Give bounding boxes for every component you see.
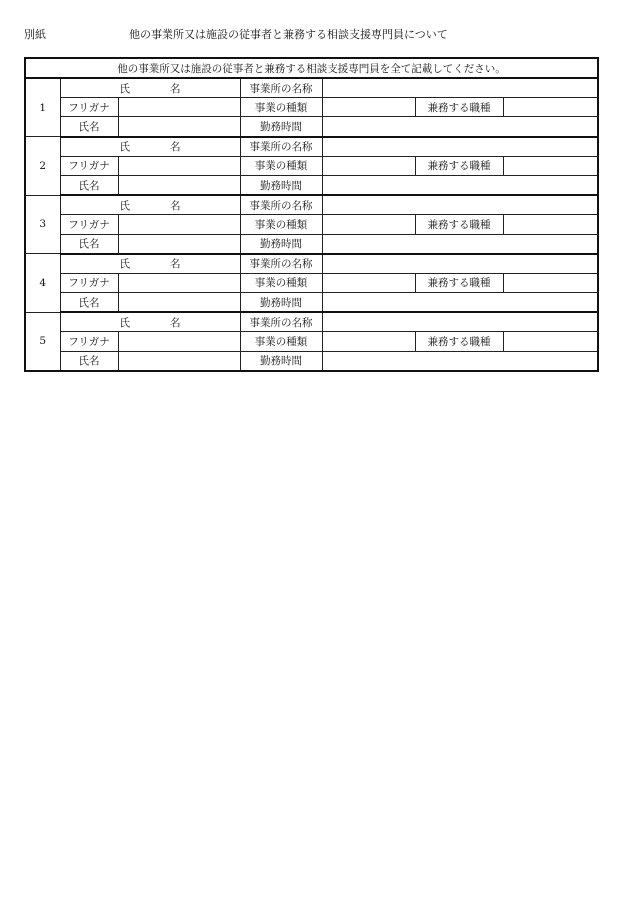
name-header-part-1: 氏	[119, 82, 130, 95]
staff-form-table	[24, 57, 599, 372]
name-header-part-2: 名	[170, 316, 181, 329]
name-label: 氏名	[60, 234, 118, 254]
name-header-part-1: 氏	[119, 316, 130, 329]
concurrent-job-label: 兼務する職種	[415, 273, 503, 292]
work-hours-field[interactable]	[322, 293, 598, 313]
business-type-label: 事業の種類	[240, 156, 322, 175]
entry-number: 1	[25, 78, 60, 137]
entry-row-furigana	[25, 215, 598, 234]
name-header	[60, 78, 240, 98]
name-field[interactable]	[118, 175, 240, 195]
entry-row-furigana	[25, 273, 598, 292]
concurrent-job-field[interactable]	[503, 98, 598, 117]
business-type-label: 事業の種類	[240, 273, 322, 292]
entry-row-name	[25, 351, 598, 371]
furigana-label: フリガナ	[60, 215, 118, 234]
furigana-label: フリガナ	[60, 156, 118, 175]
concurrent-job-label: 兼務する職種	[415, 215, 503, 234]
furigana-label: フリガナ	[60, 273, 118, 292]
name-label: 氏名	[60, 351, 118, 371]
name-header-part-1: 氏	[119, 258, 130, 271]
entry-row-name-header	[25, 254, 598, 274]
attachment-label: 別紙	[24, 28, 46, 41]
office-name-field[interactable]	[322, 78, 598, 98]
table-caption: 他の事業所又は施設の従事者と兼務する相談支援専門員を全て記載してください。	[25, 58, 598, 78]
furigana-field[interactable]	[118, 273, 240, 292]
work-hours-field[interactable]	[322, 117, 598, 137]
office-name-label: 事業所の名称	[240, 254, 322, 274]
name-label: 氏名	[60, 117, 118, 137]
name-header-part-1: 氏	[119, 199, 130, 212]
name-field[interactable]	[118, 234, 240, 254]
name-header-part-1: 氏	[119, 141, 130, 154]
name-field[interactable]	[118, 293, 240, 313]
name-label: 氏名	[60, 293, 118, 313]
entry-row-furigana	[25, 156, 598, 175]
work-hours-field[interactable]	[322, 351, 598, 371]
concurrent-job-field[interactable]	[503, 156, 598, 175]
business-type-field[interactable]	[322, 98, 415, 117]
entry-row-name-header	[25, 78, 598, 98]
concurrent-job-label: 兼務する職種	[415, 98, 503, 117]
business-type-label: 事業の種類	[240, 332, 322, 351]
entry-number: 4	[25, 254, 60, 313]
furigana-field[interactable]	[118, 98, 240, 117]
entry-number: 5	[25, 312, 60, 371]
business-type-field[interactable]	[322, 273, 415, 292]
entry-row-furigana	[25, 98, 598, 117]
work-hours-field[interactable]	[322, 234, 598, 254]
work-hours-field[interactable]	[322, 175, 598, 195]
furigana-field[interactable]	[118, 156, 240, 175]
name-header-part-2: 名	[170, 82, 181, 95]
business-type-field[interactable]	[322, 332, 415, 351]
entry-row-furigana	[25, 332, 598, 351]
business-type-label: 事業の種類	[240, 98, 322, 117]
concurrent-job-field[interactable]	[503, 215, 598, 234]
work-hours-label: 勤務時間	[240, 175, 322, 195]
work-hours-label: 勤務時間	[240, 351, 322, 371]
work-hours-label: 勤務時間	[240, 117, 322, 137]
concurrent-job-field[interactable]	[503, 273, 598, 292]
office-name-field[interactable]	[322, 254, 598, 274]
page-title: 他の事業所又は施設の従事者と兼務する相談支援専門員について	[129, 28, 448, 41]
furigana-field[interactable]	[118, 215, 240, 234]
name-label: 氏名	[60, 175, 118, 195]
entry-row-name	[25, 293, 598, 313]
name-header-part-2: 名	[170, 141, 181, 154]
name-header	[60, 195, 240, 215]
entry-number: 2	[25, 137, 60, 196]
entry-row-name	[25, 117, 598, 137]
business-type-field[interactable]	[322, 156, 415, 175]
business-type-label: 事業の種類	[240, 215, 322, 234]
office-name-label: 事業所の名称	[240, 137, 322, 157]
entry-row-name	[25, 234, 598, 254]
name-header	[60, 137, 240, 157]
entry-row-name-header	[25, 195, 598, 215]
furigana-field[interactable]	[118, 332, 240, 351]
furigana-label: フリガナ	[60, 98, 118, 117]
office-name-label: 事業所の名称	[240, 195, 322, 215]
name-header	[60, 312, 240, 332]
work-hours-label: 勤務時間	[240, 234, 322, 254]
entry-number: 3	[25, 195, 60, 254]
entry-row-name-header	[25, 137, 598, 157]
work-hours-label: 勤務時間	[240, 293, 322, 313]
concurrent-job-label: 兼務する職種	[415, 156, 503, 175]
office-name-label: 事業所の名称	[240, 312, 322, 332]
office-name-field[interactable]	[322, 137, 598, 157]
business-type-field[interactable]	[322, 215, 415, 234]
entry-row-name-header	[25, 312, 598, 332]
concurrent-job-label: 兼務する職種	[415, 332, 503, 351]
name-field[interactable]	[118, 117, 240, 137]
office-name-field[interactable]	[322, 312, 598, 332]
office-name-label: 事業所の名称	[240, 78, 322, 98]
name-field[interactable]	[118, 351, 240, 371]
name-header-part-2: 名	[170, 199, 181, 212]
name-header-part-2: 名	[170, 258, 181, 271]
office-name-field[interactable]	[322, 195, 598, 215]
furigana-label: フリガナ	[60, 332, 118, 351]
entry-row-name	[25, 175, 598, 195]
name-header	[60, 254, 240, 274]
concurrent-job-field[interactable]	[503, 332, 598, 351]
